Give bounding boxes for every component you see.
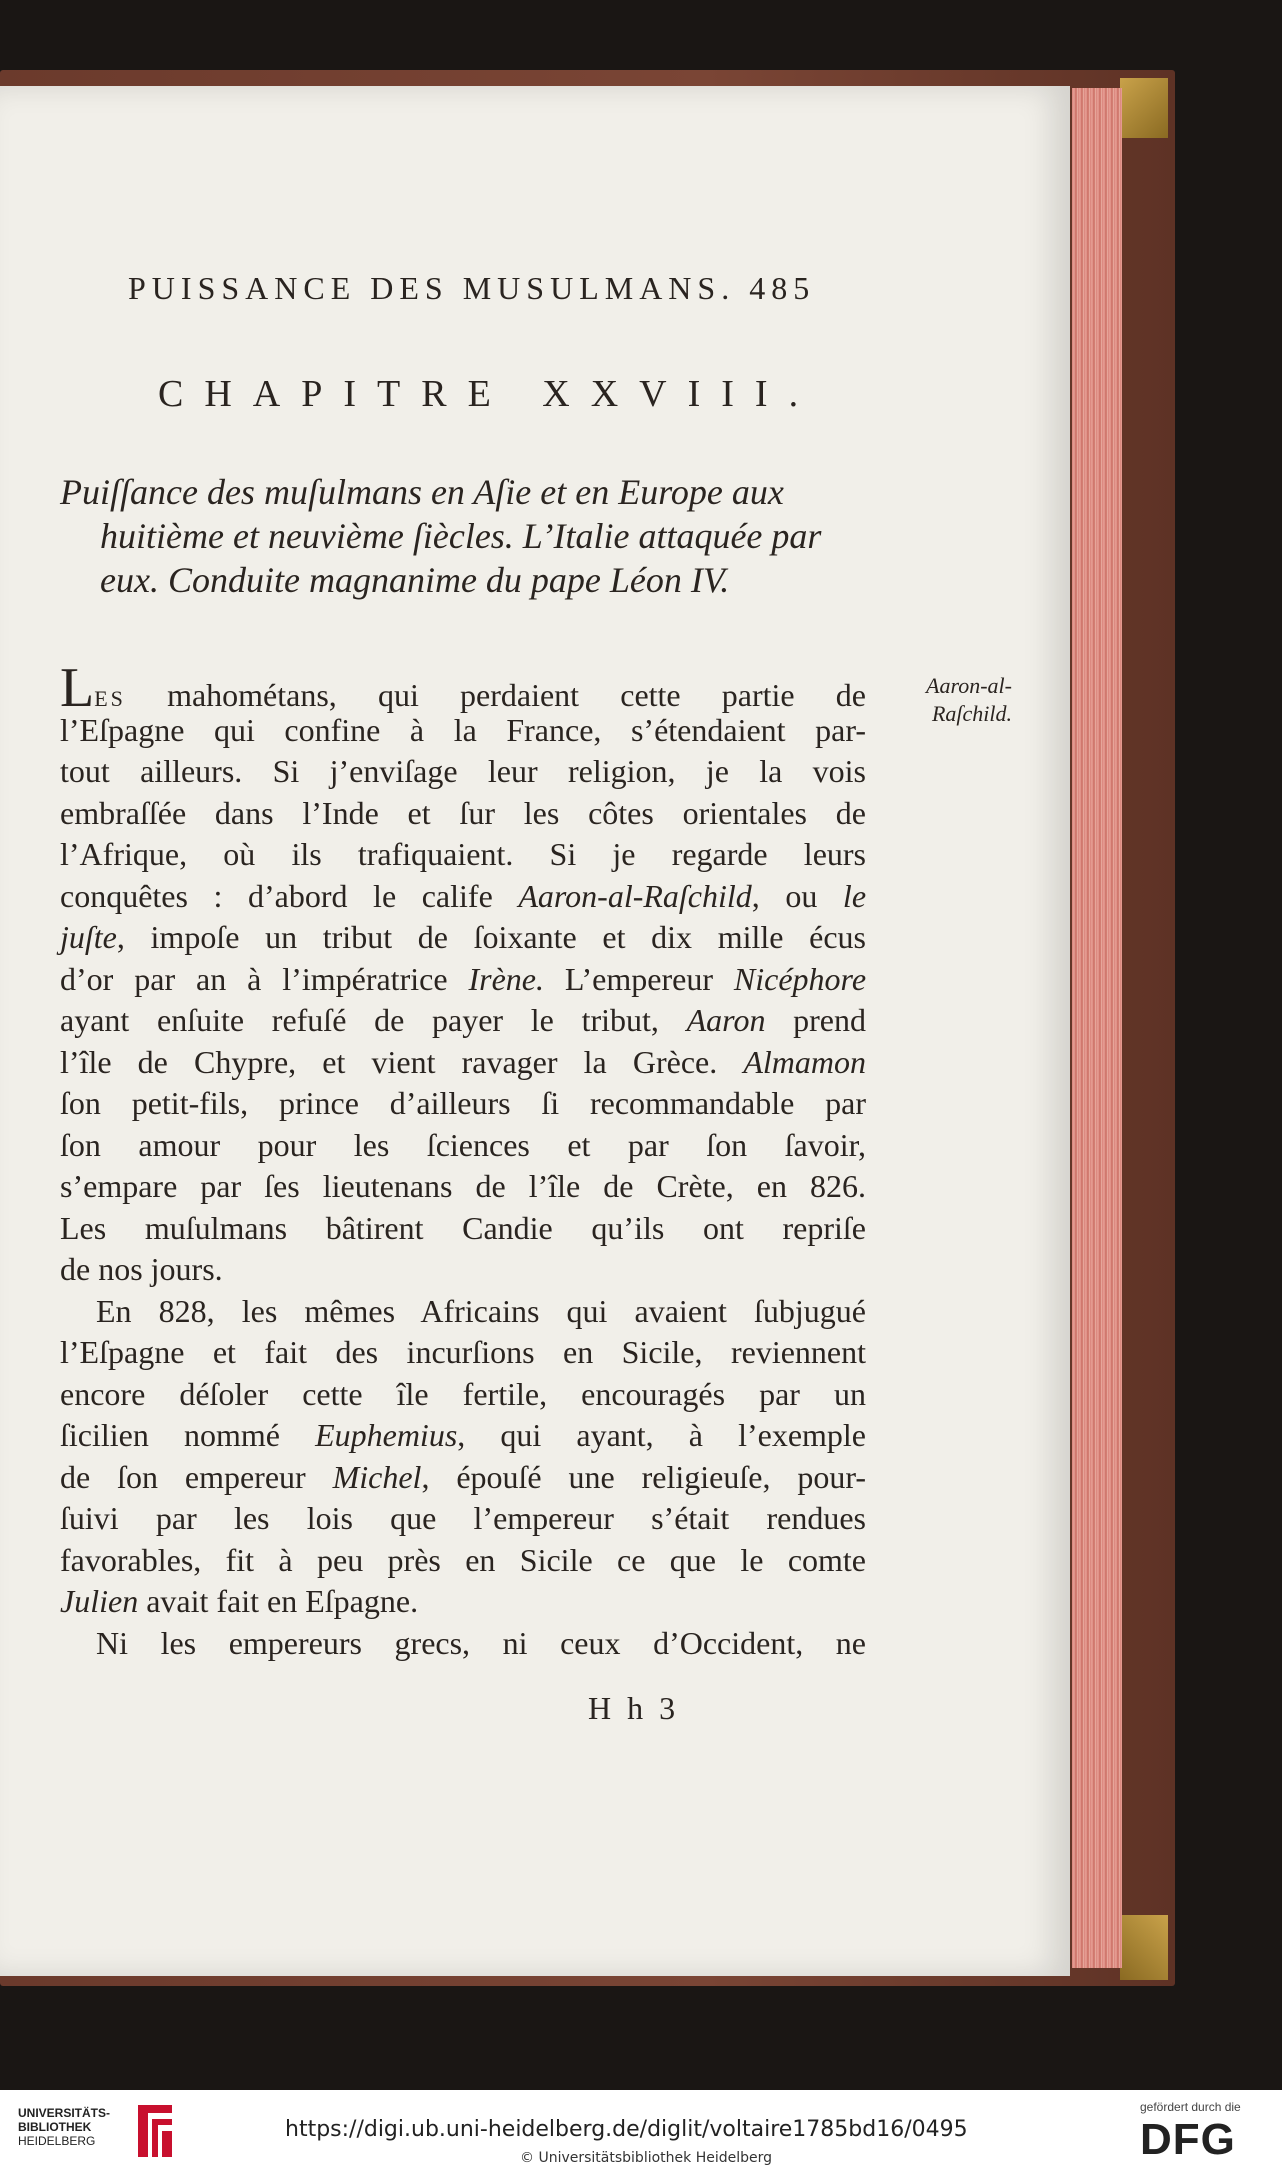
text-line (60, 1000, 866, 1042)
text-line: ſuivi par les lois que l’empereur s’était rendues (60, 1500, 866, 1536)
summary-line: Puiſſance des muſulmans en Aſie et en Europe aux (60, 472, 784, 512)
dfg-logo: DFG (1140, 2115, 1236, 2164)
logo-line: HEIDELBERG (18, 2134, 96, 2148)
text-line (60, 917, 866, 959)
text-span: mahométans, qui perdaient cette partie de (125, 677, 866, 713)
copyright-text: © Universitätsbibliothek Heidelberg (520, 2150, 773, 2166)
text-span: ayant enſuite refuſé de payer le tribut, (60, 1002, 687, 1038)
text-line: de nos jours. (60, 1251, 223, 1287)
permalink-url[interactable]: https://digi.ub.uni-heidelberg.de/diglit/voltaire1785bd16/0495 (285, 2117, 968, 2142)
text-line: Ni les empereurs grecs, ni ceux d’Occident, ne (96, 1624, 866, 1661)
text-line: tout ailleurs. Si j’enviſage leur religion, je la vois (60, 753, 866, 789)
text-line: ſon petit-fils, prince d’ailleurs ſi recommandable par (60, 1085, 866, 1121)
logo-line: UNIVERSITÄTS- (18, 2106, 111, 2120)
text-line: favorables, fit à peu près en Sicile ce que le comte (60, 1541, 866, 1578)
italic-span: Julien (60, 1583, 139, 1619)
text-span: l’île de Chypre, et vient ravager la Grèce. (60, 1043, 744, 1080)
text-span: , épouſé une religieuſe, pour- (421, 1458, 867, 1495)
logo-line: BIBLIOTHEK (18, 2120, 92, 2134)
italic-span: Nicéphore (733, 960, 867, 997)
text-line (60, 876, 866, 918)
italic-span: Irène. (468, 960, 544, 997)
italic-span: Euphemius (315, 1417, 458, 1453)
page-edges (1072, 88, 1122, 1968)
text-line: s’empare par ſes lieutenans de l’île de Crète, en 826. (60, 1168, 866, 1204)
italic-span: le (842, 877, 867, 914)
text-line: l’Afrique, où ils trafiquaient. Si je regarde leurs (60, 836, 866, 872)
chapter-summary (60, 470, 870, 602)
text-line (60, 959, 866, 1001)
text-line (60, 1415, 866, 1457)
signature-mark: H h 3 (588, 1690, 680, 1726)
summary-line: eux. Conduite magnanime du pape Léon IV. (100, 560, 730, 600)
text-span: conquêtes : d’abord le calife (60, 877, 519, 914)
cover-corner-top (1120, 78, 1168, 138)
library-logo-text (18, 2106, 110, 2148)
drop-cap: L (60, 657, 95, 719)
text-span: , qui ayant, à l’exemple (457, 1417, 867, 1453)
italic-span: Aaron (686, 1002, 766, 1038)
marginal-note (866, 672, 1012, 728)
text-span: , ou (751, 877, 843, 914)
text-span: , impoſe un tribut de ſoixante et dix mille écus (116, 919, 866, 955)
text-line (60, 1042, 866, 1084)
cover-corner-bottom (1120, 1915, 1168, 1980)
library-logo-icon (134, 2099, 176, 2163)
marginal-note-line: Raſchild. (931, 701, 1012, 726)
italic-span: Aaron-al-Raſchild (518, 877, 752, 914)
text-line: l’Eſpagne et fait des incurſions en Sicile, reviennent (60, 1334, 866, 1370)
text-line (60, 1457, 866, 1499)
text-line: l’Eſpagne qui confine à la France, s’étendaient par- (60, 711, 866, 748)
text-span: de ſon empereur (60, 1458, 333, 1495)
italic-span: Almamon (743, 1043, 866, 1080)
italic-span: juſte (60, 919, 117, 955)
summary-line: huitième et neuvième ſiècles. L’Italie attaquée par (100, 516, 822, 556)
text-span: d’or par an à l’impératrice (60, 960, 469, 997)
text-line: Les muſulmans bâtirent Candie qu’ils ont repriſe (60, 1209, 866, 1246)
text-line: embraſſée dans l’Inde et ſur les côtes orientales de (60, 794, 866, 831)
funding-note: gefördert durch die (1140, 2100, 1241, 2114)
running-head: PUISSANCE DES MUSULMANS. 485 (128, 270, 816, 306)
text-span: prend (765, 1002, 867, 1038)
text-span: L’empereur (543, 960, 734, 997)
text-span: ſicilien nommé (60, 1417, 316, 1453)
text-span: avait fait en Eſpagne. (138, 1583, 419, 1619)
small-caps: ES (94, 686, 126, 711)
chapter-title: CHAPITRE XXVIII. (158, 373, 820, 415)
text-line (60, 1581, 866, 1623)
italic-span: Michel (332, 1458, 422, 1495)
text-line: ſon amour pour les ſciences et par ſon ſavoir, (60, 1126, 866, 1163)
body-text (60, 657, 867, 1664)
text-line: En 828, les mêmes Africains qui avaient ſubjugué (96, 1292, 866, 1329)
text-line: encore déſoler cette île fertile, encouragés par un (60, 1375, 866, 1412)
text-line (60, 657, 866, 719)
marginal-note-line: Aaron-al- (926, 673, 1012, 698)
